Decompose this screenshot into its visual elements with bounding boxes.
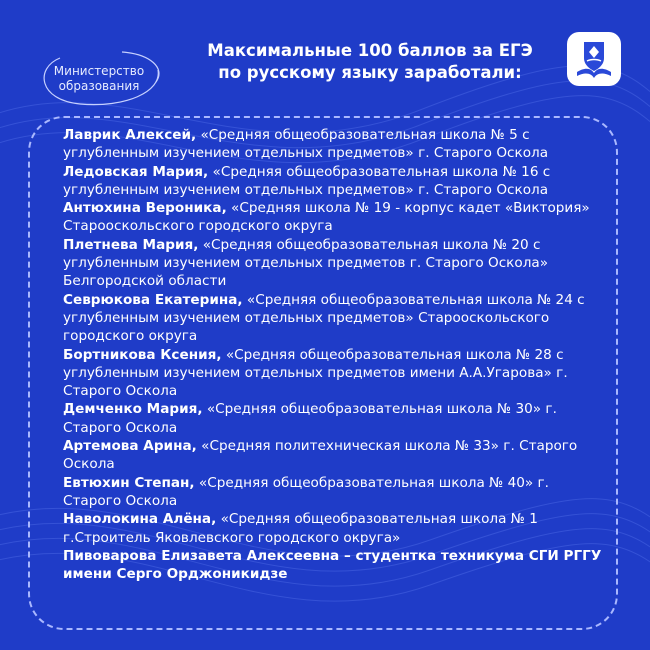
ministry-line-2: образования xyxy=(58,79,140,93)
winners-list xyxy=(63,126,603,583)
school-text: «Средняя школа № 19 - корпус кадет «Виктория» Старооскольского городского округа xyxy=(63,200,590,235)
final-list-item: Пивоварова Елизавета Алексеевна – студентка техникума СГИ РГГУ имени Серго Орджоникидзе xyxy=(63,547,602,583)
list-item xyxy=(63,163,603,200)
title-line-1: Максимальные 100 баллов за ЕГЭ xyxy=(207,41,533,60)
school-text: «Средняя общеобразовательная школа № 28 с углубленным изучением отдельных предметов имени А.А.Угарова» г. Старого Оскола xyxy=(63,346,568,400)
list-item xyxy=(63,437,603,474)
page-title xyxy=(175,40,565,84)
student-name: Артемова Арина, xyxy=(63,438,197,455)
emblem-icon xyxy=(567,32,621,86)
student-name: Антюхина Вероника, xyxy=(63,200,227,217)
list-item xyxy=(63,126,603,163)
school-text: «Средняя общеобразовательная школа № 40» г. Старого Оскола xyxy=(63,474,549,509)
student-name: Бортникова Ксения, xyxy=(63,346,222,363)
list-item xyxy=(63,510,603,547)
list-item xyxy=(63,474,603,511)
title-line-2: по русскому языку заработали: xyxy=(218,63,522,82)
list-item xyxy=(63,236,603,291)
student-name: Наволокина Алёна, xyxy=(63,511,217,528)
school-text: «Средняя общеобразовательная школа № 30» г. Старого Оскола xyxy=(63,401,557,436)
school-text: «Средняя общеобразовательная школа № 5 с углубленным изучением отдельных предметов» г. Старого Оскола xyxy=(63,127,549,162)
student-name: Севрюкова Екатерина, xyxy=(63,291,243,308)
list-item xyxy=(63,346,603,401)
list-item xyxy=(63,291,603,346)
list-item xyxy=(63,199,603,236)
ministry-label xyxy=(30,48,168,110)
student-name: Лаврик Алексей, xyxy=(63,127,197,143)
student-name: Демченко Мария, xyxy=(63,401,203,418)
school-text: «Средняя общеобразовательная школа № 1 г.Строитель Яковлевского городского округа» xyxy=(63,511,538,546)
student-name: Плетнева Мария, xyxy=(63,236,199,253)
region-emblem-logo xyxy=(567,32,621,86)
school-text: «Средняя общеобразовательная школа № 16 с углубленным изучением отдельных предметов» г. Старого Оскола xyxy=(63,163,551,198)
school-text: «Средняя общеобразовательная школа № 20 с углубленным изучением отдельных предметов г. Старого Оскола» Белгородской области xyxy=(63,236,549,290)
student-name: Ледовская Мария, xyxy=(63,163,209,180)
ministry-line-1: Министерство xyxy=(53,64,145,78)
list-item xyxy=(63,400,603,437)
student-name: Евтюхин Степан, xyxy=(63,474,195,491)
school-text: «Средняя общеобразовательная школа № 24 с углубленным изучением отдельных предметов» Старооскольского городского округа xyxy=(63,291,585,345)
school-text: «Средняя политехническая школа № 33» г. Старого Оскола xyxy=(63,438,578,473)
